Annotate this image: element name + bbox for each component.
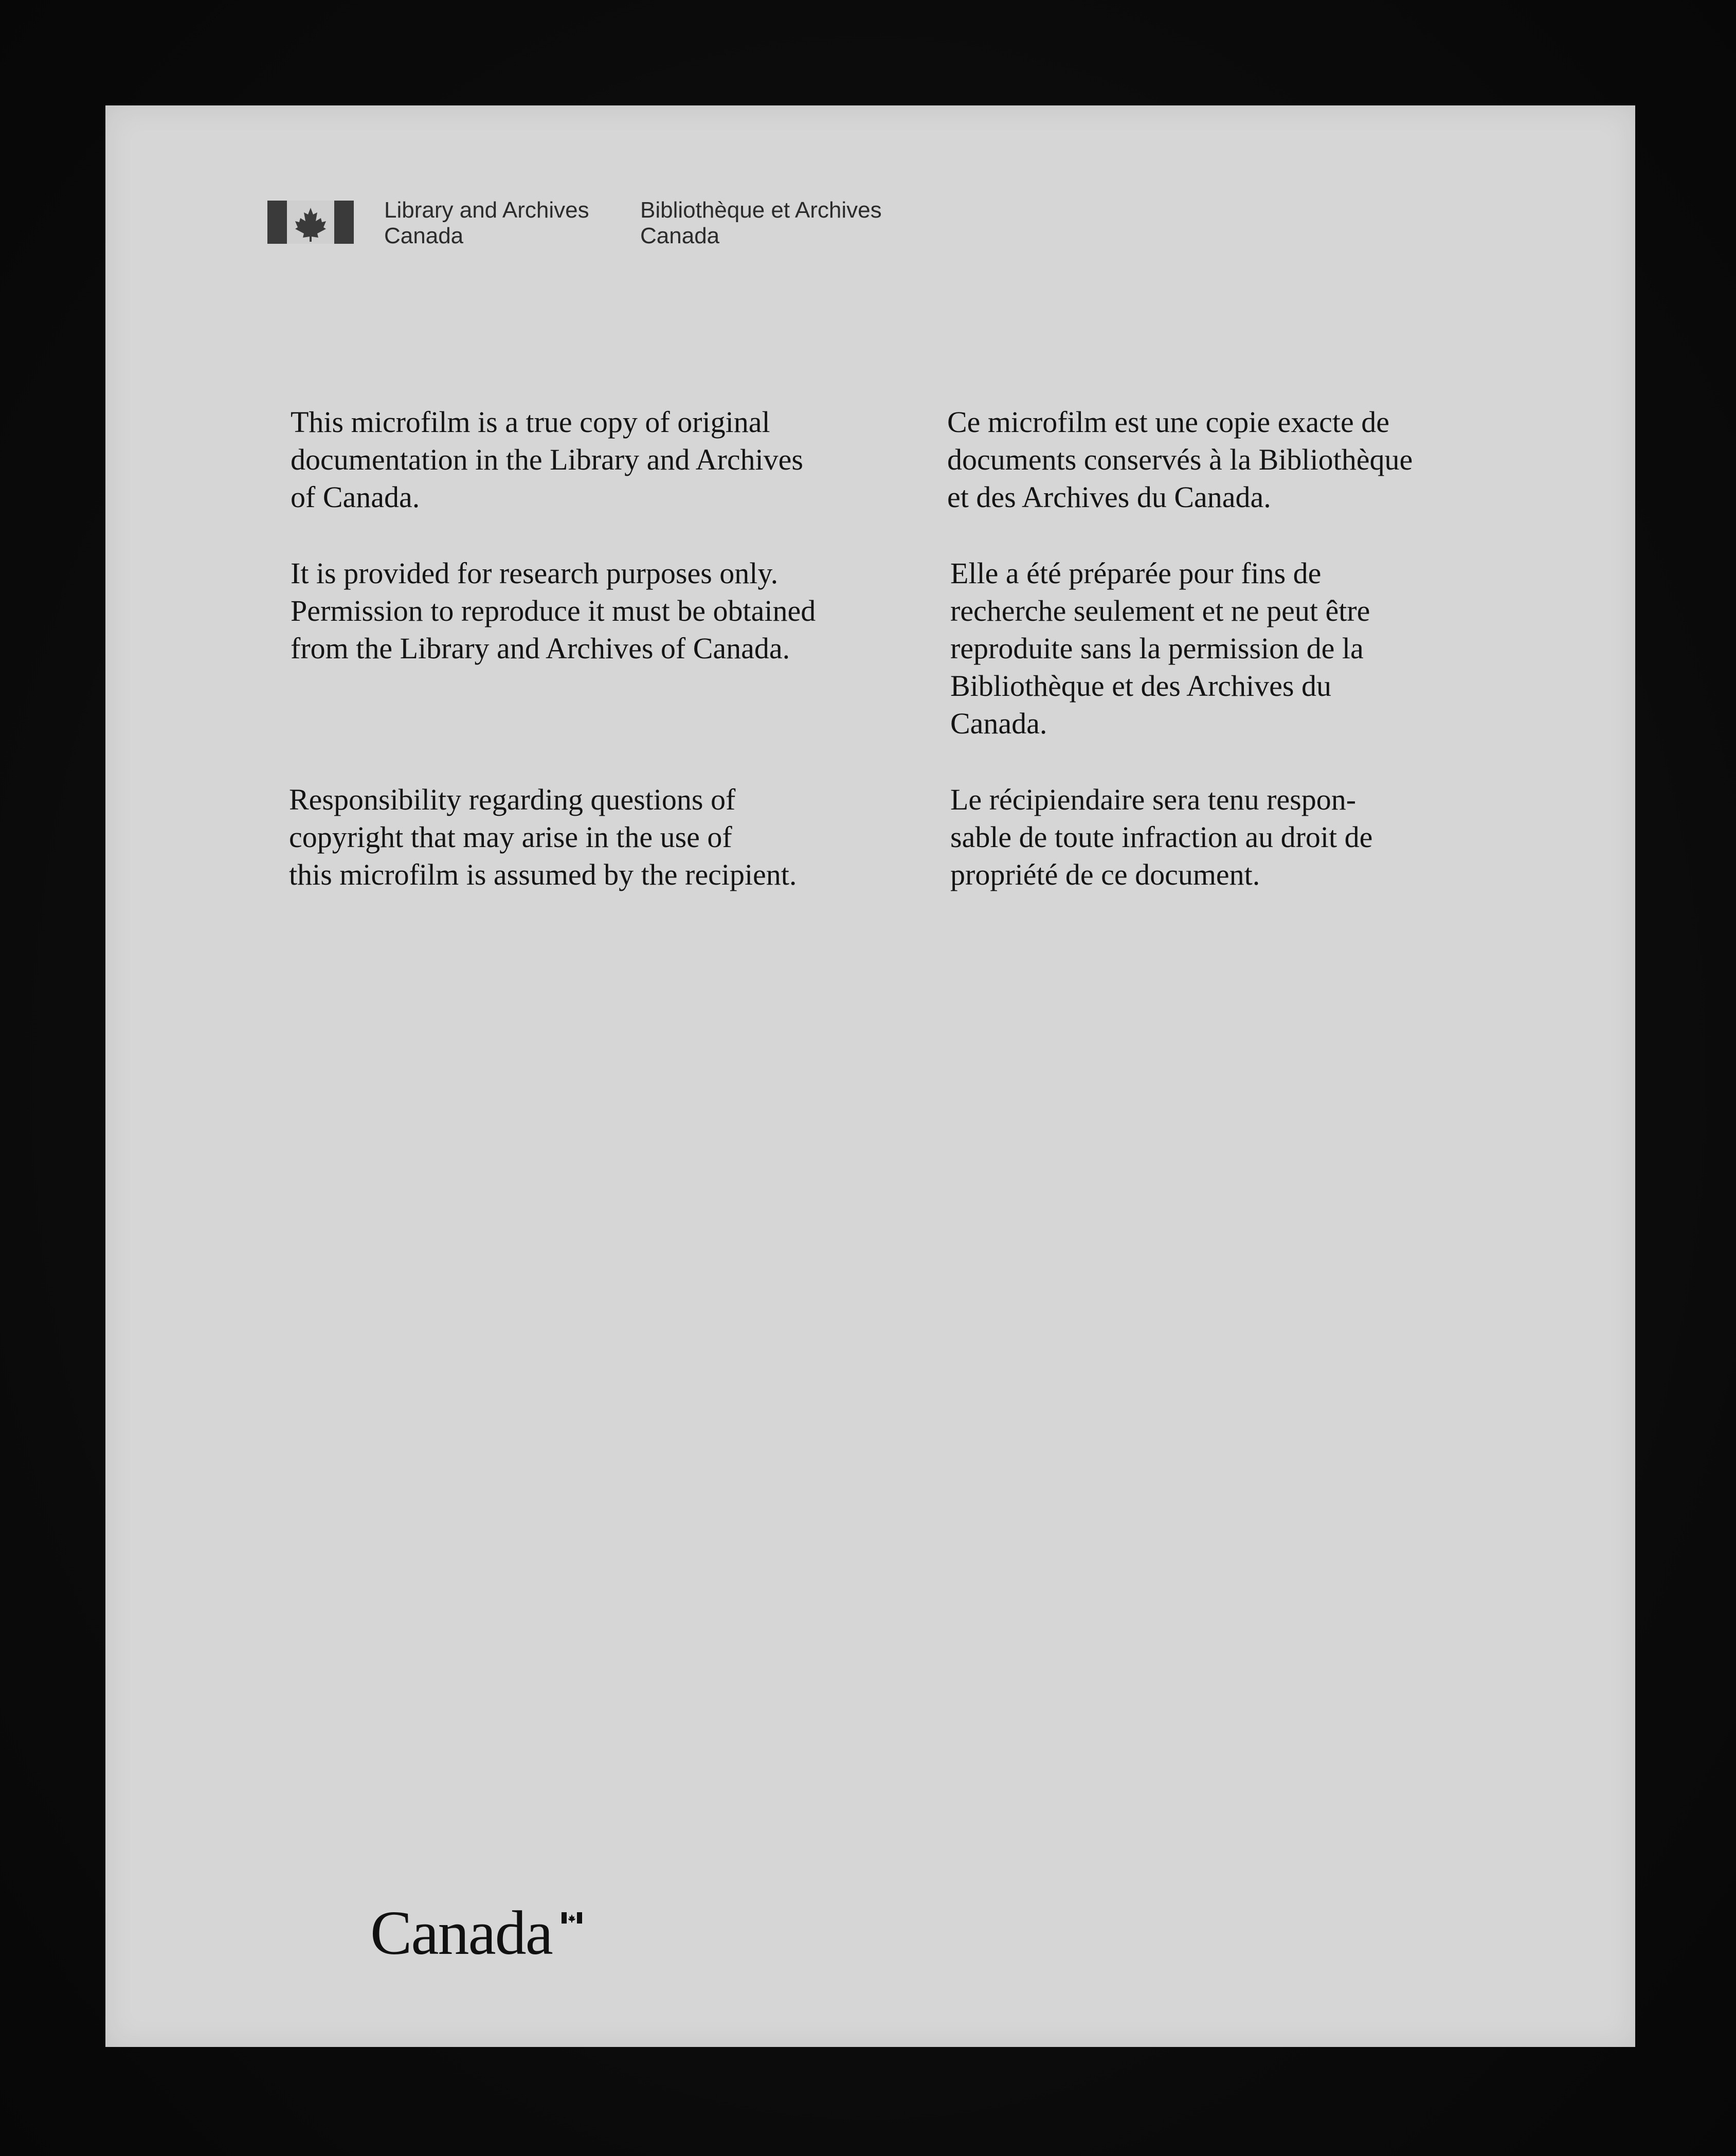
- french-p3-line-2: sable de toute infraction au droit de: [950, 820, 1373, 854]
- document-page: [105, 105, 1635, 2047]
- header-french-line-1: Bibliothèque et Archives: [640, 197, 882, 223]
- french-p2-line-4: Bibliothèque et des Archives du: [950, 669, 1331, 703]
- french-paragraph-1: [947, 403, 1413, 516]
- french-paragraph-2: [950, 554, 1370, 742]
- english-p1-line-3: of Canada.: [291, 480, 420, 514]
- canada-wordmark: Canada: [370, 1898, 552, 1968]
- english-paragraph-3: [289, 781, 797, 893]
- french-p1-line-1: Ce microfilm est une copie exacte de: [947, 405, 1389, 439]
- english-p1-line-1: This microfilm is a true copy of original: [291, 405, 770, 439]
- english-paragraph-2: [291, 554, 816, 667]
- french-p1-line-3: et des Archives du Canada.: [947, 480, 1271, 514]
- french-paragraph-3: [950, 781, 1372, 893]
- french-p2-line-1: Elle a été préparée pour fins de: [950, 556, 1322, 590]
- english-p3-line-3: this microfilm is assumed by the recipient.: [289, 858, 797, 891]
- french-p2-line-5: Canada.: [950, 707, 1047, 740]
- english-paragraph-1: [291, 403, 803, 516]
- canada-flag-icon: [267, 201, 354, 244]
- header-french-name: [640, 197, 882, 249]
- english-p2-line-3: from the Library and Archives of Canada.: [291, 632, 790, 665]
- header-english-name: [384, 197, 589, 249]
- french-p3-line-3: propriété de ce document.: [950, 858, 1260, 891]
- french-p2-line-3: reproduite sans la permission de la: [950, 632, 1364, 665]
- english-p2-line-1: It is provided for research purposes only.: [291, 556, 779, 590]
- french-p2-line-2: recherche seulement et ne peut être: [950, 594, 1370, 627]
- french-p3-line-1: Le récipiendaire sera tenu respon-: [950, 783, 1357, 816]
- header-english-line-1: Library and Archives: [384, 197, 589, 223]
- english-p1-line-2: documentation in the Library and Archives: [291, 443, 803, 476]
- english-p2-line-2: Permission to reproduce it must be obtained: [291, 594, 816, 627]
- english-p3-line-1: Responsibility regarding questions of: [289, 783, 736, 816]
- canada-wordmark-flag-icon: [562, 1912, 582, 1924]
- french-p1-line-2: documents conservés à la Bibliothèque: [947, 443, 1413, 476]
- english-p3-line-2: copyright that may arise in the use of: [289, 820, 732, 854]
- header-english-line-2: Canada: [384, 223, 464, 248]
- header-french-line-2: Canada: [640, 223, 720, 248]
